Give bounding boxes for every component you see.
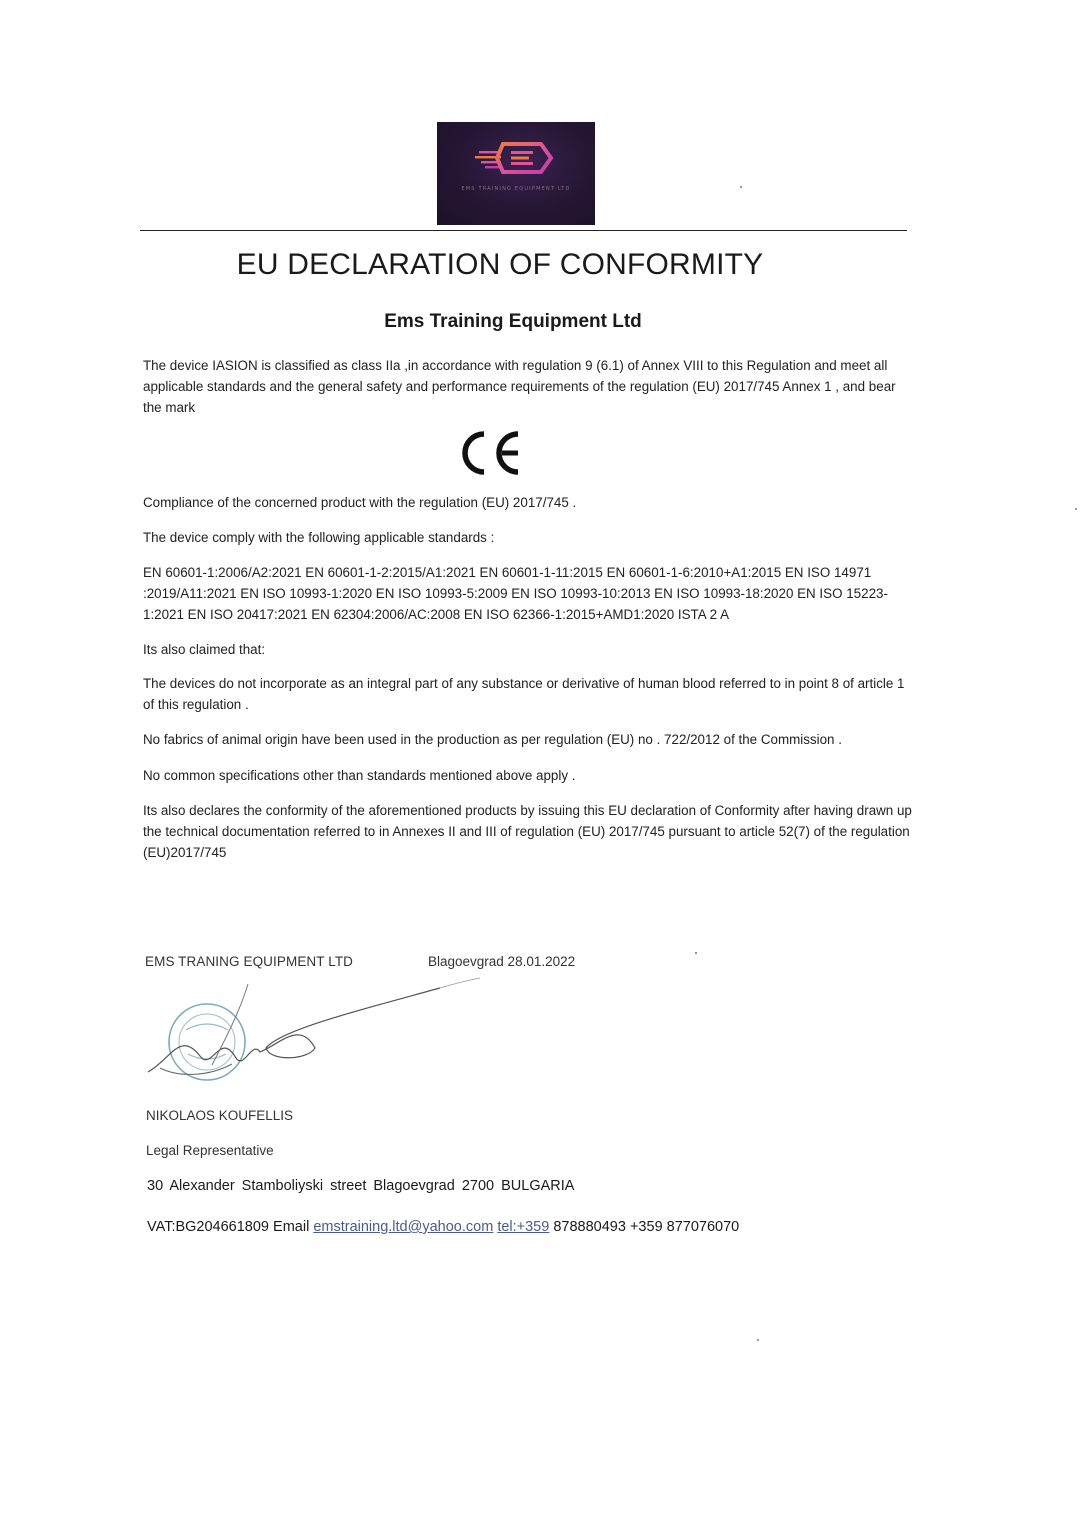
standards-list: EN 60601-1:2006/A2:2021 EN 60601-1-2:2015/A1:2021 EN 60601-1-11:2015 EN 60601-1-6:2010+A1:2015 EN ISO 14971 :2019/A11:2021 EN ISO 10993-1:2020 EN ISO 10993-5:2009 EN ISO 10993-10:2013 EN ISO 10993-18:2020 EN ISO 15223-1:2021 EN ISO 20417:2021 EN 62304:2006/AC:2008 EN ISO 62366-1:2015+AMD1:2020 ISTA 2 A — [143, 565, 888, 622]
vat-number: VAT:BG204661809 — [147, 1219, 269, 1235]
header-divider — [140, 230, 907, 231]
blood-statement: The devices do not incorporate as an integral part of any substance or derivative of human blood referred to in point 8 of article 1 of this regulation . — [143, 676, 905, 712]
scan-speck — [740, 186, 742, 188]
intro-paragraph: The device IASION is classified as class IIa ,in accordance with regulation 9 (6.1) of Annex VIII to this Regulation and meet all applicable standards and the general safety and performance requirements of the regulation (EU) 2017/745 Annex 1 , and bear the mark — [143, 358, 896, 415]
company-logo — [437, 122, 595, 225]
email-link[interactable]: emstraining.ltd@yahoo.com — [313, 1219, 494, 1235]
signature-stamp-image — [140, 960, 540, 1090]
phone-number-1: 878880493 — [553, 1219, 626, 1235]
scan-speck — [1075, 508, 1077, 510]
claimed-heading: Its also claimed that: — [143, 642, 266, 657]
scan-speck — [695, 952, 697, 954]
ce-mark-icon — [456, 428, 526, 478]
phone-number-2: +359 877076070 — [629, 1219, 740, 1235]
contact-line — [147, 1219, 739, 1235]
animal-origin-statement: No fabrics of animal origin have been used in the production as per regulation (EU) no . 722/2012 of the Commission . — [143, 732, 842, 747]
representative-role: Legal Representative — [146, 1143, 274, 1158]
logo-caption: EMS TRAINING EQUIPMENT LTD — [461, 186, 571, 192]
email-label: Email — [273, 1219, 310, 1235]
logo-emblem-icon — [437, 122, 595, 225]
phone-link[interactable]: tel:+359 — [497, 1219, 550, 1235]
specifications-statement: No common specifications other than standards mentioned above apply . — [143, 768, 576, 783]
declaration-statement: Its also declares the conformity of the aforementioned products by issuing this EU declaration of Conformity after having drawn up the technical documentation referred to in Annexes II and III of regulation (EU) 2017/745 pursuant to article 52(7) of the regulation (EU)2017/745 — [143, 803, 912, 860]
signature-company: EMS TRANING EQUIPMENT LTD — [145, 954, 354, 969]
compliance-statement: Compliance of the concerned product with the regulation (EU) 2017/745 . — [143, 495, 577, 510]
place-and-date: Blagoevgrad 28.01.2022 — [428, 954, 576, 969]
standards-intro: The device comply with the following applicable standards : — [143, 530, 495, 545]
company-name: Ems Training Equipment Ltd — [384, 311, 642, 332]
company-address: 30 Alexander Stamboliyski street Blagoevgrad 2700 BULGARIA — [147, 1178, 575, 1194]
representative-name: NIKOLAOS KOUFELLIS — [146, 1108, 294, 1123]
scan-speck — [757, 1339, 759, 1341]
page-title: EU DECLARATION OF CONFORMITY — [236, 248, 764, 281]
